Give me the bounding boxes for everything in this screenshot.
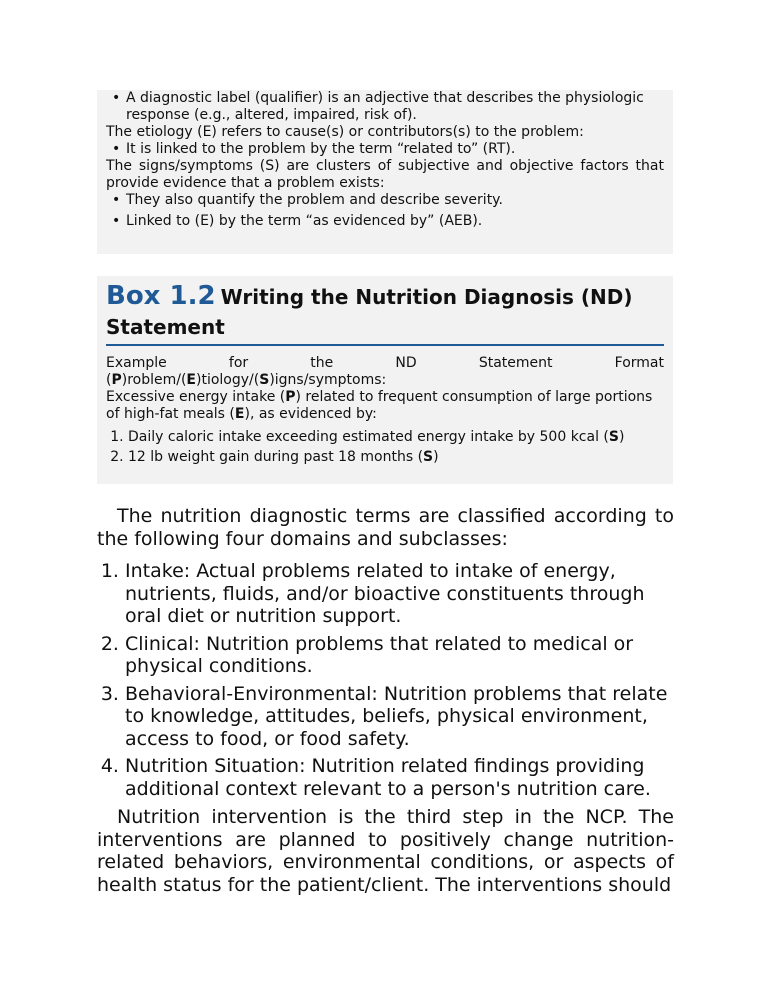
- box-body: [106, 355, 664, 466]
- list-item: 4. Nutrition Situation: Nutrition related findings providing additional context relevant to a person's nutrition care.: [125, 755, 674, 800]
- list-item: 1. Intake: Actual problems related to intake of energy, nutrients, fluids, and/or bioactive constituents through oral diet or nutrition support.: [125, 560, 674, 628]
- pes-s: S: [259, 372, 270, 388]
- domains-intro: The nutrition diagnostic terms are classified according to the following four domains and subclasses:: [97, 505, 674, 550]
- box-number: Box 1.2: [106, 281, 216, 311]
- signs-list: [106, 192, 664, 230]
- main-text: [97, 505, 674, 896]
- box-title: Writing the Nutrition Diagnosis (ND) Statement: [106, 285, 633, 339]
- box-1-2: [97, 276, 673, 484]
- pes-e: E: [186, 372, 196, 388]
- pes-format: (P)roblem/(E)tiology/(S)igns/symptoms:: [106, 372, 387, 388]
- list-item: • A diagnostic label (qualifier) is an adjective that describes the physiologic response (e.g., altered, impaired, risk of).: [126, 90, 664, 124]
- list-item: • It is linked to the problem by the term “related to” (RT).: [126, 141, 664, 158]
- domain-list: [97, 560, 674, 800]
- etiology-text: The etiology (E) refers to cause(s) or contributors(s) to the problem:: [106, 124, 584, 140]
- signs-symptoms-text: The signs/symptoms (S) are clusters of subjective and objective factors that provide evidence that a problem exists:: [106, 158, 664, 191]
- label-list: [106, 90, 664, 124]
- etiology-list: [106, 141, 664, 158]
- assessment-continuation-box: [97, 90, 673, 254]
- list-item: 1. Daily caloric intake exceeding estimated energy intake by 500 kcal (S): [128, 429, 664, 446]
- list-item: • They also quantify the problem and describe severity.: [126, 192, 664, 209]
- evidence-list: [106, 429, 664, 466]
- box-heading: [106, 282, 664, 346]
- intervention-paragraph: Nutrition intervention is the third step in the NCP. The interventions are planned to positively change nutrition-related behaviors, environmental conditions, or aspects of health status for the patient/client. The interventions should: [97, 806, 674, 896]
- list-item: 2. 12 lb weight gain during past 18 months (S): [128, 449, 664, 466]
- format-line: Example for the ND Statement Format: [106, 355, 664, 371]
- example-statement: Excessive energy intake (P) related to frequent consumption of large portions of high-fat meals (E), as evidenced by:: [106, 389, 653, 422]
- pes-p: P: [111, 372, 122, 388]
- list-item: 2. Clinical: Nutrition problems that related to medical or physical conditions.: [125, 633, 674, 678]
- list-item: 3. Behavioral-Environmental: Nutrition problems that relate to knowledge, attitudes, beliefs, physical environment, access to food, or food safety.: [125, 683, 674, 751]
- list-item: • Linked to (E) by the term “as evidenced by” (AEB).: [126, 213, 664, 230]
